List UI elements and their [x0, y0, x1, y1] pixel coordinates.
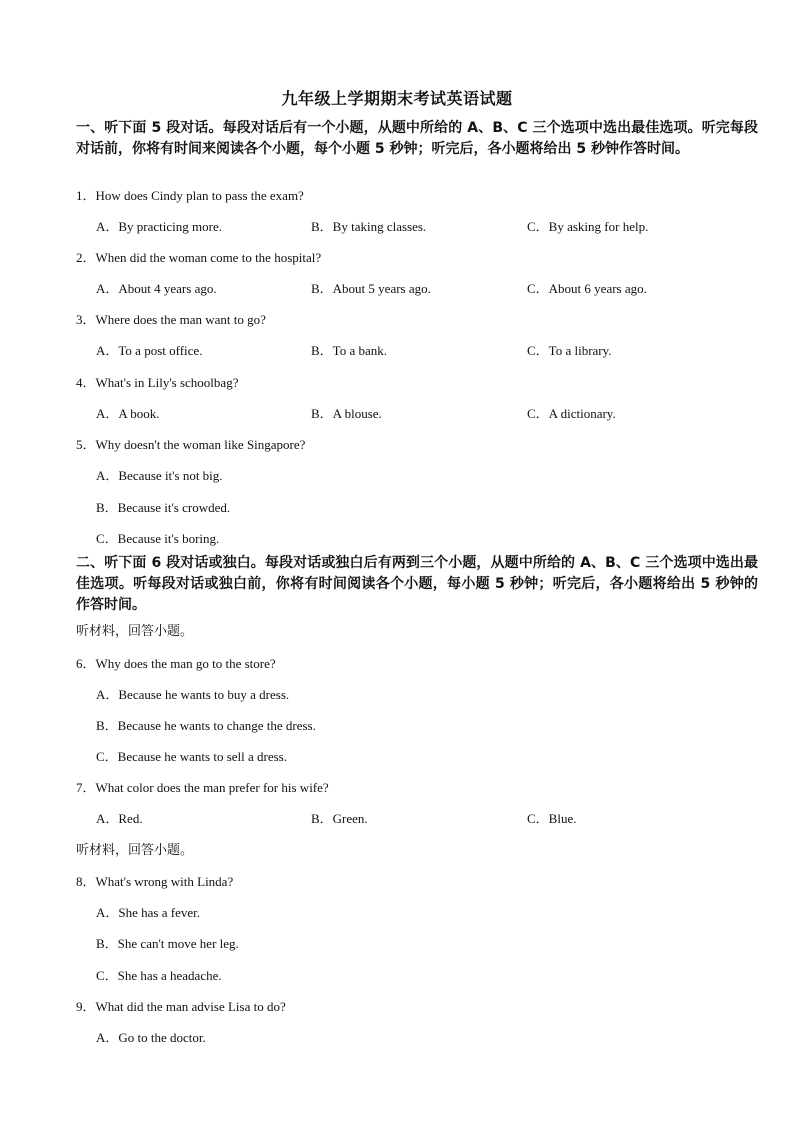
q1-option-a[interactable]: A．By practicing more. [96, 219, 222, 234]
section1-heading: 一、听下面 5 段对话。每段对话后有一个小题，从题中所给的 A、B、C 三个选项中选出最佳选项。听完每段对话前，你将有时间来阅读各个小题，每个小题 5 秒钟；听完后，各小题将给出 5 秒钟作答时间。 [76, 120, 758, 157]
q2-option-c[interactable]: C．About 6 years ago. [527, 281, 647, 296]
q8-option-c[interactable]: C．She has a headache. [96, 968, 222, 983]
q7-option-b[interactable]: B．Green. [311, 811, 368, 826]
q2-option-b[interactable]: B．About 5 years ago. [311, 281, 431, 296]
question-7: 7．What color does the man prefer for his wife? [76, 780, 329, 795]
q6-option-b[interactable]: B．Because he wants to change the dress. [96, 718, 316, 733]
q3-option-c[interactable]: C．To a library. [527, 343, 612, 358]
question-5: 5．Why doesn't the woman like Singapore? [76, 437, 306, 452]
q5-option-c[interactable]: C．Because it's boring. [96, 531, 220, 546]
question-8: 8．What's wrong with Linda? [76, 874, 234, 889]
q2-option-a[interactable]: A．About 4 years ago. [96, 281, 217, 296]
q5-option-a[interactable]: A．Because it's not big. [96, 468, 223, 483]
q6-option-a[interactable]: A．Because he wants to buy a dress. [96, 687, 290, 702]
question-1: 1．How does Cindy plan to pass the exam? [76, 188, 304, 203]
question-2: 2．When did the woman come to the hospital? [76, 250, 322, 265]
page-title: 九年级上学期期末考试英语试题 [281, 89, 513, 108]
q1-option-b[interactable]: B．By taking classes. [311, 219, 427, 234]
q4-option-a[interactable]: A．A book. [96, 406, 160, 421]
q3-option-a[interactable]: A．To a post office. [96, 343, 203, 358]
q8-option-b[interactable]: B．She can't move her leg. [96, 936, 239, 951]
q6-option-c[interactable]: C．Because he wants to sell a dress. [96, 749, 287, 764]
section2-instruction-2: 听材料，回答小题。 [76, 843, 194, 858]
q7-option-c[interactable]: C．Blue. [527, 811, 577, 826]
q3-option-b[interactable]: B．To a bank. [311, 343, 387, 358]
question-4: 4．What's in Lily's schoolbag? [76, 375, 239, 390]
q1-option-c[interactable]: C．By asking for help. [527, 219, 649, 234]
q4-option-b[interactable]: B．A blouse. [311, 406, 382, 421]
question-6: 6．Why does the man go to the store? [76, 656, 276, 671]
question-9: 9．What did the man advise Lisa to do? [76, 999, 286, 1014]
question-3: 3．Where does the man want to go? [76, 312, 266, 327]
q7-option-a[interactable]: A．Red. [96, 811, 143, 826]
q8-option-a[interactable]: A．She has a fever. [96, 905, 200, 920]
section2-instruction-1: 听材料，回答小题。 [76, 624, 194, 639]
section2-heading: 二、听下面 6 段对话或独白。每段对话或独白后有两到三个小题，从题中所给的 A、B、C 三个选项中选出最佳选项。听每段对话或独白前，你将有时间阅读各个小题，每小题 5 秒钟；听完后，各小题将给出 5 秒钟的作答时间。 [76, 555, 758, 613]
q9-option-a[interactable]: A．Go to the doctor. [96, 1030, 206, 1045]
q5-option-b[interactable]: B．Because it's crowded. [96, 500, 231, 515]
q4-option-c[interactable]: C．A dictionary. [527, 406, 616, 421]
